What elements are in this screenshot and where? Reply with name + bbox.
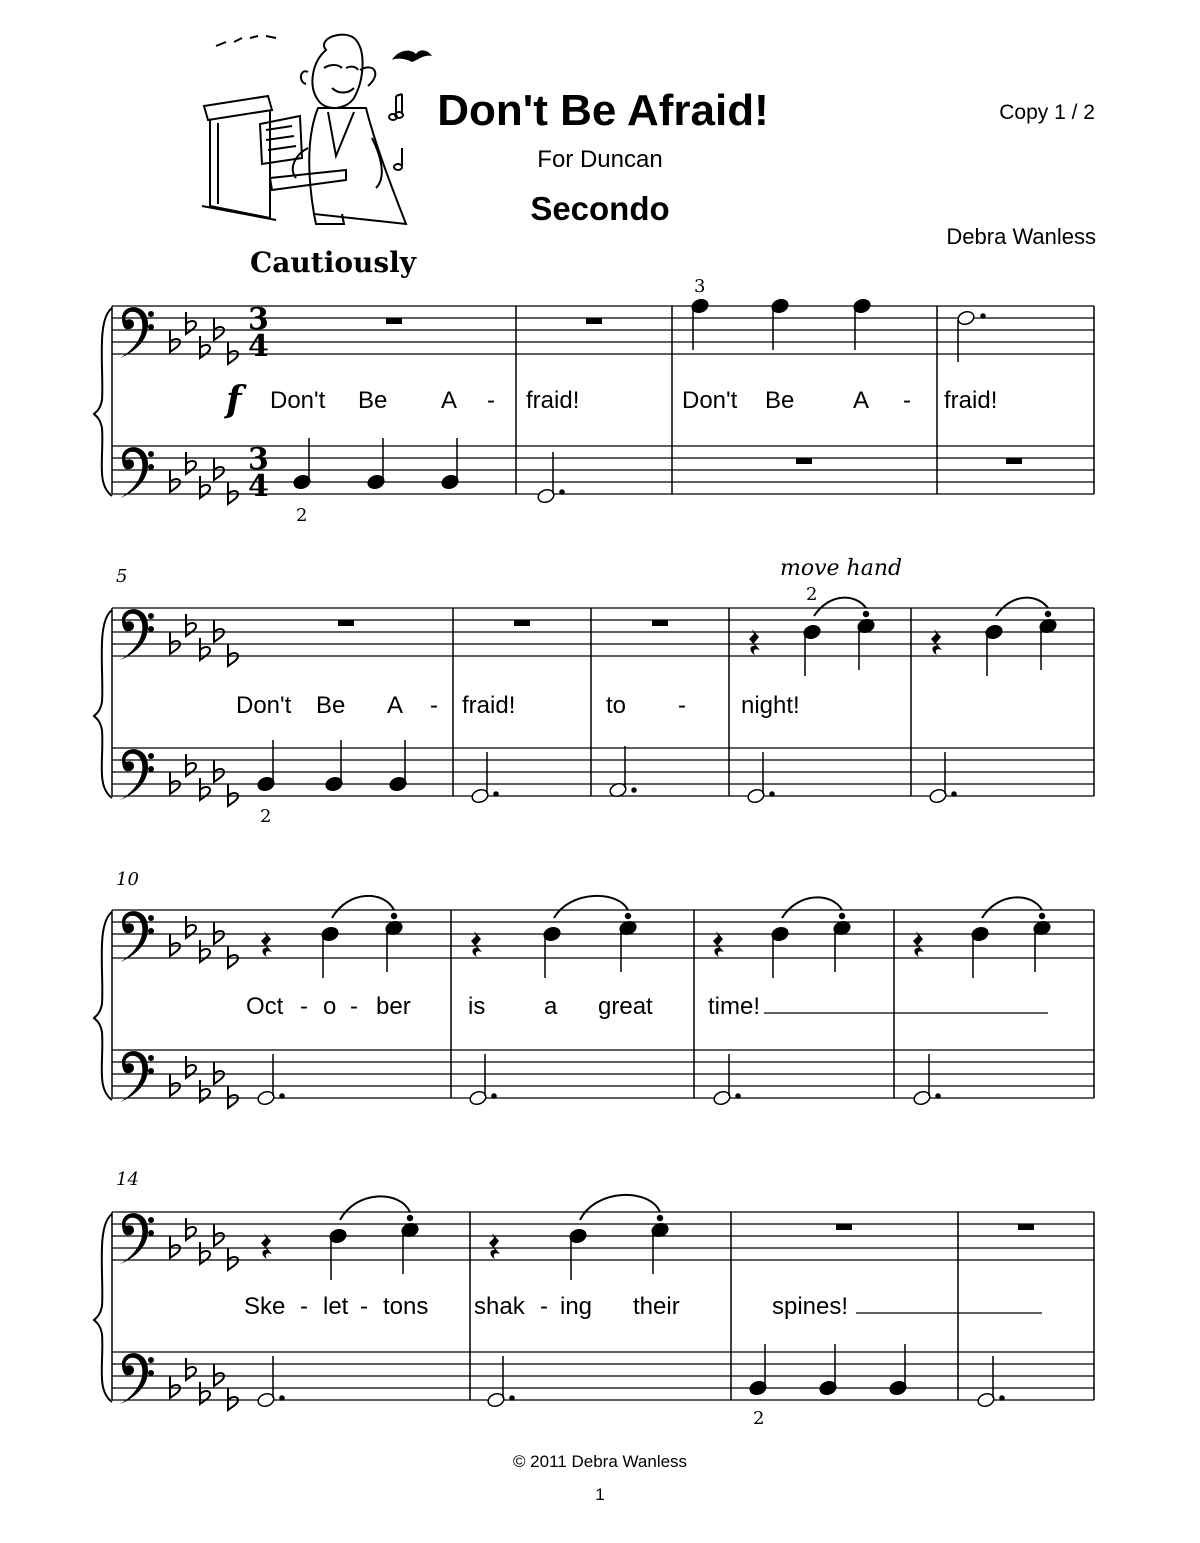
piece-title: Don't Be Afraid! bbox=[437, 86, 769, 135]
svg-text:fraid!: fraid! bbox=[462, 692, 516, 719]
lyrics-line bbox=[236, 692, 800, 719]
svg-text:Be: Be bbox=[358, 387, 388, 414]
bass-clef-icon bbox=[120, 749, 154, 800]
svg-text:Be: Be bbox=[765, 387, 795, 414]
svg-text:shak: shak bbox=[474, 1293, 525, 1320]
svg-text:4: 4 bbox=[248, 329, 269, 364]
system-2 bbox=[94, 556, 1094, 827]
lyrics-line bbox=[246, 993, 760, 1020]
svg-text:4: 4 bbox=[248, 469, 269, 504]
svg-text:A: A bbox=[853, 387, 870, 414]
lyrics-line bbox=[244, 1293, 848, 1320]
system-1 bbox=[94, 276, 1094, 526]
svg-text:great: great bbox=[598, 993, 653, 1020]
svg-text:-: - bbox=[540, 1293, 548, 1320]
svg-text:Don't: Don't bbox=[236, 692, 292, 719]
svg-text:-: - bbox=[487, 387, 495, 414]
composer-name: Debra Wanless bbox=[946, 224, 1096, 249]
svg-text:to: to bbox=[606, 692, 627, 719]
svg-text:let: let bbox=[323, 1293, 349, 1320]
bass-clef-icon bbox=[120, 447, 154, 498]
fingering: 2 bbox=[806, 584, 818, 605]
svg-text:is: is bbox=[468, 993, 486, 1020]
svg-text:-: - bbox=[360, 1293, 368, 1320]
bass-clef-icon bbox=[120, 609, 154, 660]
svg-text:spines!: spines! bbox=[772, 1293, 849, 1320]
key-signature-flats bbox=[170, 1218, 238, 1410]
lyrics-line bbox=[270, 387, 997, 414]
svg-text:-: - bbox=[678, 692, 686, 719]
svg-text:time!: time! bbox=[708, 993, 761, 1020]
svg-text:Be: Be bbox=[316, 692, 346, 719]
svg-text:ing: ing bbox=[560, 1293, 593, 1320]
bass-clef-icon bbox=[120, 307, 154, 358]
svg-text:Don't: Don't bbox=[270, 387, 326, 414]
bass-clef-icon bbox=[120, 1051, 154, 1102]
svg-text:ber: ber bbox=[376, 993, 411, 1020]
bass-clef-icon bbox=[120, 1213, 154, 1264]
svg-text:o: o bbox=[323, 993, 337, 1020]
dynamic-forte: f bbox=[226, 379, 242, 421]
measure-number: 10 bbox=[116, 869, 139, 890]
measure-number: 5 bbox=[116, 566, 128, 587]
fingering: 3 bbox=[694, 276, 706, 297]
svg-text:fraid!: fraid! bbox=[944, 387, 998, 414]
svg-text:3: 3 bbox=[248, 302, 269, 337]
system-4 bbox=[94, 1169, 1094, 1429]
key-signature-flats bbox=[170, 916, 238, 1108]
copy-label: Copy 1 / 2 bbox=[999, 101, 1095, 124]
bass-clef-icon bbox=[120, 1353, 154, 1404]
tempo-marking: Cautiously bbox=[250, 246, 417, 279]
system-3 bbox=[94, 869, 1094, 1108]
measure-number: 14 bbox=[116, 1169, 139, 1190]
svg-text:A: A bbox=[441, 387, 458, 414]
svg-text:-: - bbox=[430, 692, 438, 719]
copyright-notice: © 2011 Debra Wanless bbox=[512, 1452, 688, 1471]
direction-move-hand: move hand bbox=[780, 556, 903, 581]
part-name: Secondo bbox=[530, 190, 670, 227]
svg-text:A: A bbox=[387, 692, 404, 719]
svg-text:Oct: Oct bbox=[246, 993, 284, 1020]
svg-text:3: 3 bbox=[248, 442, 269, 477]
svg-text:Ske: Ske bbox=[244, 1293, 286, 1320]
bass-clef-icon bbox=[120, 911, 154, 962]
svg-text:Don't: Don't bbox=[682, 387, 738, 414]
svg-text:a: a bbox=[544, 993, 558, 1020]
svg-text:-: - bbox=[300, 1293, 308, 1320]
svg-text:night!: night! bbox=[741, 692, 800, 719]
key-signature-flats bbox=[170, 614, 238, 806]
fingering: 2 bbox=[753, 1408, 765, 1429]
fingering: 2 bbox=[296, 505, 308, 526]
svg-text:their: their bbox=[633, 1293, 680, 1320]
svg-text:tons: tons bbox=[383, 1293, 429, 1320]
time-signature bbox=[248, 302, 269, 504]
svg-text:fraid!: fraid! bbox=[526, 387, 580, 414]
svg-text:-: - bbox=[903, 387, 911, 414]
fingering: 2 bbox=[260, 806, 272, 827]
page-number: 1 bbox=[595, 1485, 605, 1504]
svg-text:-: - bbox=[350, 993, 358, 1020]
svg-text:-: - bbox=[300, 993, 308, 1020]
dedication: For Duncan bbox=[537, 146, 663, 173]
